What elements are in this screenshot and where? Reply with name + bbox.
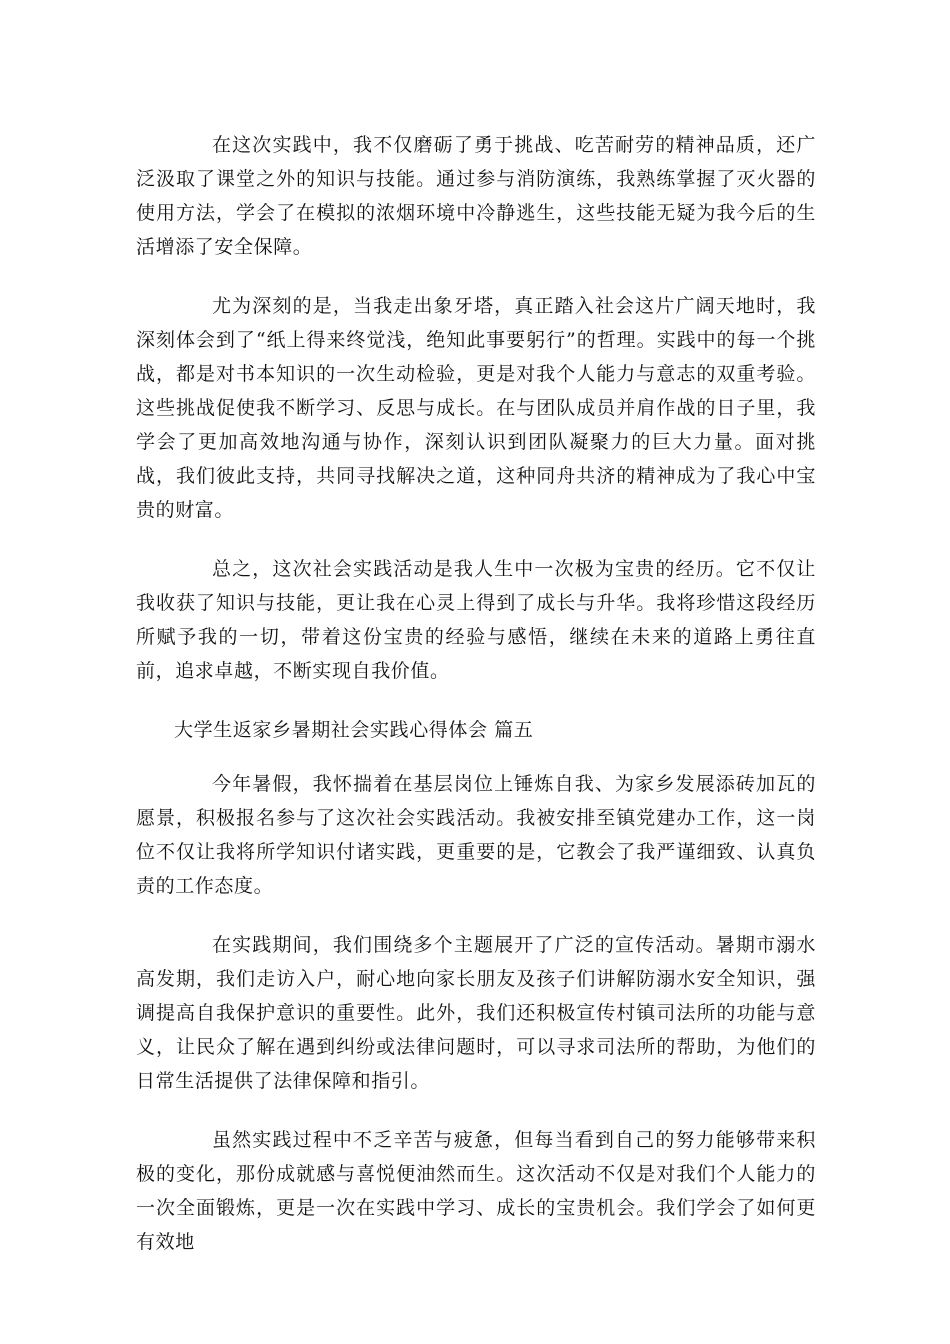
paragraph-4: 今年暑假，我怀揣着在基层岗位上锤炼自我、为家乡发展添砖加瓦的愿景，积极报名参与了这次社会实践活动。我被安排至镇党建办工作，这一岗位不仅让我将所学知识付诸实践，更重要的是，它教会了我严谨细致、认真负责的工作态度。 bbox=[136, 773, 816, 897]
document-body bbox=[136, 128, 816, 1284]
paragraph-3: 总之，这次社会实践活动是我人生中一次极为宝贵的经历。它不仅让我收获了知识与技能，更让我在心灵上得到了成长与升华。我将珍惜这段经历所赋予我的一切，带着这份宝贵的经验与感悟，继续在未来的道路上勇往直前，追求卓越，不断实现自我价值。 bbox=[136, 558, 816, 682]
paragraph-6: 虽然实践过程中不乏辛苦与疲惫，但每当看到自己的努力能够带来积极的变化，那份成就感与喜悦便油然而生。这次活动不仅是对我们个人能力的一次全面锻炼，更是一次在实践中学习、成长的宝贵机会。我们学会了如何更有效地 bbox=[136, 1129, 816, 1253]
paragraph-5: 在实践期间，我们围绕多个主题展开了广泛的宣传活动。暑期市溺水高发期，我们走访入户，耐心地向家长朋友及孩子们讲解防溺水安全知识，强调提高自我保护意识的重要性。此外，我们还积极宣传村镇司法所的功能与意义，让民众了解在遇到纠纷或法律问题时，可以寻求司法所的帮助，为他们的日常生活提供了法律保障和指引。 bbox=[136, 934, 816, 1092]
paragraph-1: 在这次实践中，我不仅磨砺了勇于挑战、吃苦耐劳的精神品质，还广泛汲取了课堂之外的知识与技能。通过参与消防演练，我熟练掌握了灭火器的使用方法，学会了在模拟的浓烟环境中冷静逃生，这些技能无疑为我今后的生活增添了安全保障。 bbox=[136, 134, 816, 258]
paragraph-2: 尤为深刻的是，当我走出象牙塔，真正踏入社会这片广阔天地时，我深刻体会到了“纸上得来终觉浅，绝知此事要躬行”的哲理。实践中的每一个挑战，都是对书本知识的一次生动检验，更是对我个人能力与意志的双重考验。这些挑战促使我不断学习、反思与成长。在与团队成员并肩作战的日子里，我学会了更加高效地沟通与协作，深刻认识到团队凝聚力的巨大力量。面对挑战，我们彼此支持，共同寻找解决之道，这种同舟共济的精神成为了我心中宝贵的财富。 bbox=[136, 295, 816, 521]
section-heading: 大学生返家乡暑期社会实践心得体会 篇五 bbox=[174, 719, 534, 741]
